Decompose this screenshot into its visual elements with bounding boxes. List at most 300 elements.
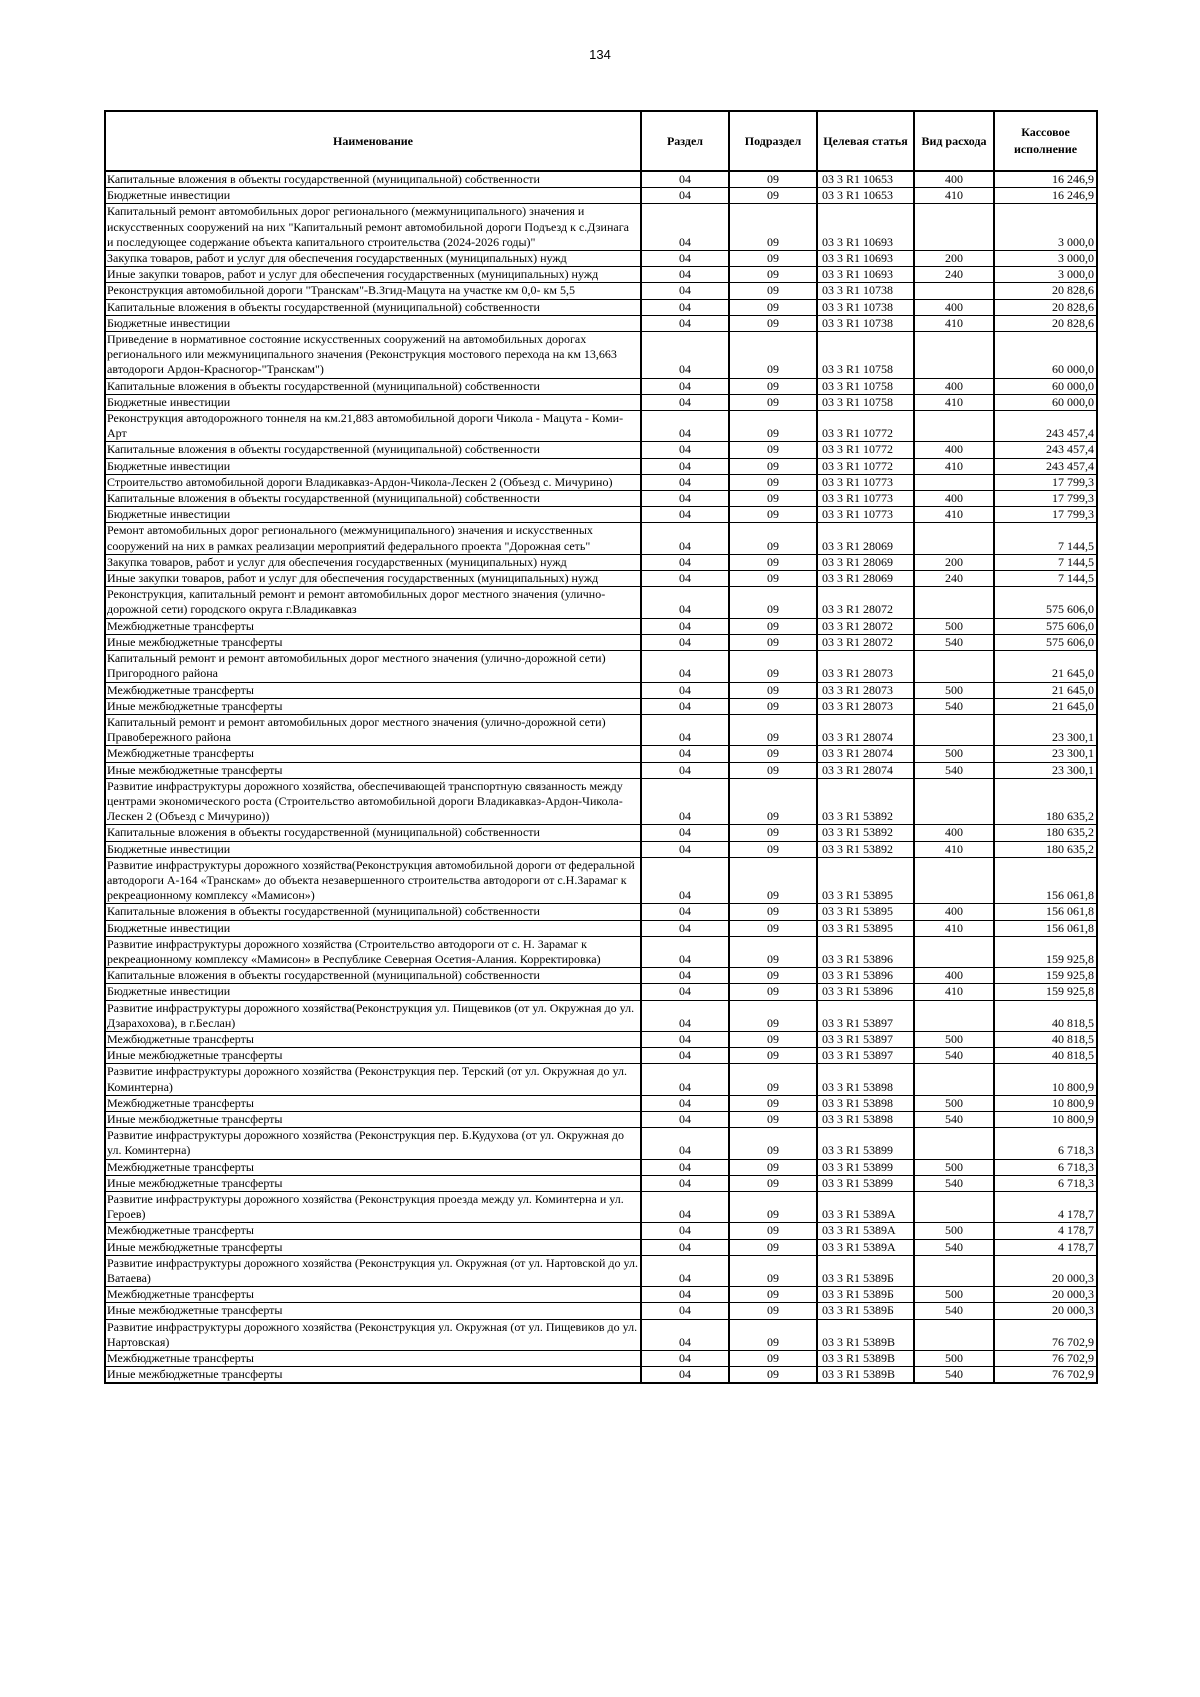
row-amount-cell: 156 061,8	[994, 904, 1097, 920]
row-subsection-cell: 09	[729, 571, 817, 587]
row-amount-cell: 23 300,1	[994, 762, 1097, 778]
row-section-cell: 04	[641, 920, 729, 936]
row-section-cell: 04	[641, 1239, 729, 1255]
row-name-cell: Капитальный ремонт и ремонт автомобильных дорог местного значения (улично-дорожной сети) Правобережного района	[105, 714, 641, 745]
row-section-cell: 04	[641, 571, 729, 587]
row-target-cell: 03 3 R1 10738	[817, 315, 914, 331]
row-target-cell: 03 3 R1 10653	[817, 171, 914, 188]
row-amount-cell: 60 000,0	[994, 394, 1097, 410]
row-section-cell: 04	[641, 651, 729, 682]
row-target-cell: 03 3 R1 10758	[817, 332, 914, 379]
table-row	[105, 682, 1097, 698]
row-subsection-cell: 09	[729, 825, 817, 841]
row-expense-type-cell: 540	[914, 1367, 994, 1384]
row-expense-type-cell: 400	[914, 171, 994, 188]
row-target-cell: 03 3 R1 53892	[817, 841, 914, 857]
row-section-cell: 04	[641, 634, 729, 650]
row-target-cell: 03 3 R1 5389А	[817, 1239, 914, 1255]
row-target-cell: 03 3 R1 53899	[817, 1159, 914, 1175]
row-name-cell: Иные межбюджетные трансферты	[105, 1175, 641, 1191]
row-expense-type-cell: 500	[914, 1223, 994, 1239]
table-row	[105, 1159, 1097, 1175]
row-expense-type-cell	[914, 778, 994, 825]
row-target-cell: 03 3 R1 53898	[817, 1095, 914, 1111]
row-target-cell: 03 3 R1 5389Б	[817, 1255, 914, 1286]
row-name-cell: Межбюджетные трансферты	[105, 1287, 641, 1303]
table-row	[105, 315, 1097, 331]
row-subsection-cell: 09	[729, 1303, 817, 1319]
row-expense-type-cell	[914, 332, 994, 379]
row-subsection-cell: 09	[729, 651, 817, 682]
row-target-cell: 03 3 R1 53897	[817, 1031, 914, 1047]
row-section-cell: 04	[641, 825, 729, 841]
row-expense-type-cell: 410	[914, 394, 994, 410]
row-section-cell: 04	[641, 936, 729, 967]
row-amount-cell: 180 635,2	[994, 825, 1097, 841]
row-expense-type-cell	[914, 651, 994, 682]
row-name-cell: Капитальные вложения в объекты государственной (муниципальной) собственности	[105, 378, 641, 394]
row-name-cell: Развитие инфраструктуры дорожного хозяйства, обеспечивающей транспортную связанность между центрами экономического роста (Строительство автомобильной дороги Владикавказ-Ардон-Чикола-Лескен 2 (Объезд с Мичурино))	[105, 778, 641, 825]
row-subsection-cell: 09	[729, 332, 817, 379]
row-amount-cell: 3 000,0	[994, 204, 1097, 251]
row-amount-cell: 40 818,5	[994, 1031, 1097, 1047]
row-name-cell: Развитие инфраструктуры дорожного хозяйства (Реконструкция пер. Терский (от ул. Окружная до ул. Коминтерна)	[105, 1064, 641, 1095]
row-subsection-cell: 09	[729, 841, 817, 857]
row-section-cell: 04	[641, 841, 729, 857]
row-name-cell: Капитальные вложения в объекты государственной (муниципальной) собственности	[105, 904, 641, 920]
row-section-cell: 04	[641, 746, 729, 762]
row-section-cell: 04	[641, 1128, 729, 1159]
row-section-cell: 04	[641, 1303, 729, 1319]
row-subsection-cell: 09	[729, 1351, 817, 1367]
row-expense-type-cell: 400	[914, 299, 994, 315]
row-section-cell: 04	[641, 474, 729, 490]
table-row	[105, 491, 1097, 507]
row-section-cell: 04	[641, 1111, 729, 1127]
table-row	[105, 904, 1097, 920]
table-row	[105, 188, 1097, 204]
header-name: Наименование	[105, 111, 641, 171]
row-amount-cell: 76 702,9	[994, 1351, 1097, 1367]
row-subsection-cell: 09	[729, 746, 817, 762]
row-amount-cell: 3 000,0	[994, 267, 1097, 283]
row-expense-type-cell: 410	[914, 920, 994, 936]
row-name-cell: Приведение в нормативное состояние искусственных сооружений на автомобильных дорогах регионального или межмуниципального значения (Реконструкция мостового перехода на км 13,663 автодороги Ардон-Красногор-"Транскам")	[105, 332, 641, 379]
row-subsection-cell: 09	[729, 857, 817, 904]
row-expense-type-cell: 540	[914, 762, 994, 778]
row-name-cell: Иные межбюджетные трансферты	[105, 634, 641, 650]
row-name-cell: Реконструкция автомобильной дороги "Транскам"-В.Згид-Мацута на участке км 0,0- км 5,5	[105, 283, 641, 299]
row-amount-cell: 23 300,1	[994, 714, 1097, 745]
table-row	[105, 1064, 1097, 1095]
table-row	[105, 411, 1097, 442]
row-name-cell: Развитие инфраструктуры дорожного хозяйства (Строительство автодороги от с. Н. Зарамаг к рекреационному комплексу «Мамисон» в Республике Северная Осетия-Алания. Корректировка)	[105, 936, 641, 967]
row-expense-type-cell	[914, 857, 994, 904]
row-target-cell: 03 3 R1 53892	[817, 778, 914, 825]
row-subsection-cell: 09	[729, 1319, 817, 1350]
row-amount-cell: 76 702,9	[994, 1319, 1097, 1350]
table-row	[105, 332, 1097, 379]
row-amount-cell: 156 061,8	[994, 920, 1097, 936]
row-expense-type-cell: 200	[914, 554, 994, 570]
row-expense-type-cell: 410	[914, 841, 994, 857]
row-expense-type-cell: 540	[914, 1303, 994, 1319]
row-expense-type-cell: 540	[914, 1111, 994, 1127]
row-expense-type-cell: 410	[914, 984, 994, 1000]
row-name-cell: Развитие инфраструктуры дорожного хозяйства (Реконструкция ул. Окружная (от ул. Нартовской до ул. Ватаева)	[105, 1255, 641, 1286]
row-subsection-cell: 09	[729, 267, 817, 283]
row-subsection-cell: 09	[729, 762, 817, 778]
row-section-cell: 04	[641, 171, 729, 188]
row-target-cell: 03 3 R1 28069	[817, 571, 914, 587]
row-subsection-cell: 09	[729, 299, 817, 315]
table-row	[105, 299, 1097, 315]
row-target-cell: 03 3 R1 10738	[817, 283, 914, 299]
table-row	[105, 920, 1097, 936]
row-target-cell: 03 3 R1 28072	[817, 587, 914, 618]
row-target-cell: 03 3 R1 28073	[817, 651, 914, 682]
row-subsection-cell: 09	[729, 523, 817, 554]
row-amount-cell: 159 925,8	[994, 936, 1097, 967]
table-row	[105, 1351, 1097, 1367]
row-subsection-cell: 09	[729, 1064, 817, 1095]
row-name-cell: Капитальные вложения в объекты государственной (муниципальной) собственности	[105, 825, 641, 841]
row-name-cell: Бюджетные инвестиции	[105, 188, 641, 204]
table-row	[105, 171, 1097, 188]
row-expense-type-cell	[914, 523, 994, 554]
row-name-cell: Бюджетные инвестиции	[105, 920, 641, 936]
row-amount-cell: 16 246,9	[994, 188, 1097, 204]
row-section-cell: 04	[641, 1000, 729, 1031]
table-row	[105, 714, 1097, 745]
table-row	[105, 841, 1097, 857]
row-expense-type-cell: 400	[914, 378, 994, 394]
row-target-cell: 03 3 R1 28069	[817, 523, 914, 554]
table-row	[105, 474, 1097, 490]
row-amount-cell: 17 799,3	[994, 474, 1097, 490]
row-amount-cell: 20 828,6	[994, 299, 1097, 315]
row-section-cell: 04	[641, 1031, 729, 1047]
row-subsection-cell: 09	[729, 188, 817, 204]
row-expense-type-cell: 400	[914, 442, 994, 458]
table-row	[105, 394, 1097, 410]
table-row	[105, 1367, 1097, 1384]
row-target-cell: 03 3 R1 5389В	[817, 1319, 914, 1350]
row-section-cell: 04	[641, 984, 729, 1000]
row-subsection-cell: 09	[729, 618, 817, 634]
row-subsection-cell: 09	[729, 587, 817, 618]
table-row	[105, 1192, 1097, 1223]
row-target-cell: 03 3 R1 53892	[817, 825, 914, 841]
row-subsection-cell: 09	[729, 507, 817, 523]
row-amount-cell: 20 000,3	[994, 1303, 1097, 1319]
row-section-cell: 04	[641, 188, 729, 204]
row-target-cell: 03 3 R1 10693	[817, 267, 914, 283]
row-subsection-cell: 09	[729, 984, 817, 1000]
row-amount-cell: 21 645,0	[994, 682, 1097, 698]
row-subsection-cell: 09	[729, 1048, 817, 1064]
row-amount-cell: 3 000,0	[994, 251, 1097, 267]
row-subsection-cell: 09	[729, 411, 817, 442]
row-amount-cell: 20 828,6	[994, 315, 1097, 331]
row-target-cell: 03 3 R1 5389В	[817, 1351, 914, 1367]
row-amount-cell: 10 800,9	[994, 1095, 1097, 1111]
row-target-cell: 03 3 R1 53899	[817, 1128, 914, 1159]
header-target-article: Целевая статья	[817, 111, 914, 171]
row-expense-type-cell	[914, 1128, 994, 1159]
row-subsection-cell: 09	[729, 1111, 817, 1127]
row-amount-cell: 575 606,0	[994, 587, 1097, 618]
row-name-cell: Межбюджетные трансферты	[105, 746, 641, 762]
row-name-cell: Иные межбюджетные трансферты	[105, 1048, 641, 1064]
table-row	[105, 778, 1097, 825]
row-name-cell: Реконструкция автодорожного тоннеля на км.21,883 автомобильной дороги Чикола - Мацута - Коми-Арт	[105, 411, 641, 442]
table-row	[105, 618, 1097, 634]
header-expense-type: Вид расхода	[914, 111, 994, 171]
row-name-cell: Бюджетные инвестиции	[105, 315, 641, 331]
row-amount-cell: 6 718,3	[994, 1159, 1097, 1175]
row-subsection-cell: 09	[729, 251, 817, 267]
row-expense-type-cell	[914, 1064, 994, 1095]
table-row	[105, 1319, 1097, 1350]
row-subsection-cell: 09	[729, 778, 817, 825]
row-expense-type-cell: 400	[914, 904, 994, 920]
row-name-cell: Закупка товаров, работ и услуг для обеспечения государственных (муниципальных) нужд	[105, 554, 641, 570]
row-amount-cell: 76 702,9	[994, 1367, 1097, 1384]
row-target-cell: 03 3 R1 53899	[817, 1175, 914, 1191]
row-target-cell: 03 3 R1 10773	[817, 507, 914, 523]
table-header-row	[105, 111, 1097, 171]
row-subsection-cell: 09	[729, 698, 817, 714]
row-target-cell: 03 3 R1 10693	[817, 251, 914, 267]
row-section-cell: 04	[641, 778, 729, 825]
page-number: 134	[589, 47, 611, 62]
row-expense-type-cell	[914, 283, 994, 299]
table-row	[105, 507, 1097, 523]
row-expense-type-cell	[914, 1192, 994, 1223]
row-subsection-cell: 09	[729, 682, 817, 698]
row-name-cell: Иные межбюджетные трансферты	[105, 762, 641, 778]
row-expense-type-cell: 500	[914, 682, 994, 698]
row-amount-cell: 180 635,2	[994, 778, 1097, 825]
table-row	[105, 1175, 1097, 1191]
row-subsection-cell: 09	[729, 634, 817, 650]
row-section-cell: 04	[641, 458, 729, 474]
row-amount-cell: 21 645,0	[994, 651, 1097, 682]
row-target-cell: 03 3 R1 5389Б	[817, 1287, 914, 1303]
row-section-cell: 04	[641, 618, 729, 634]
row-target-cell: 03 3 R1 28073	[817, 682, 914, 698]
row-name-cell: Межбюджетные трансферты	[105, 1095, 641, 1111]
row-target-cell: 03 3 R1 28074	[817, 714, 914, 745]
header-subsection: Подраздел	[729, 111, 817, 171]
row-subsection-cell: 09	[729, 1095, 817, 1111]
row-amount-cell: 40 818,5	[994, 1000, 1097, 1031]
row-subsection-cell: 09	[729, 936, 817, 967]
row-target-cell: 03 3 R1 53897	[817, 1048, 914, 1064]
row-target-cell: 03 3 R1 10758	[817, 378, 914, 394]
row-section-cell: 04	[641, 332, 729, 379]
row-amount-cell: 20 000,3	[994, 1255, 1097, 1286]
row-target-cell: 03 3 R1 10693	[817, 204, 914, 251]
row-amount-cell: 180 635,2	[994, 841, 1097, 857]
row-target-cell: 03 3 R1 28074	[817, 746, 914, 762]
row-section-cell: 04	[641, 491, 729, 507]
row-section-cell: 04	[641, 1351, 729, 1367]
row-expense-type-cell: 400	[914, 491, 994, 507]
row-subsection-cell: 09	[729, 1175, 817, 1191]
row-target-cell: 03 3 R1 28072	[817, 634, 914, 650]
row-name-cell: Развитие инфраструктуры дорожного хозяйства(Реконструкция автомобильной дороги от федеральной автодороги А-164 «Транскам» до объекта незавершенного строительства автодороги от с.Н.Зарамаг к рекреационному комплексу «Мамисон»)	[105, 857, 641, 904]
row-name-cell: Межбюджетные трансферты	[105, 682, 641, 698]
row-section-cell: 04	[641, 682, 729, 698]
row-target-cell: 03 3 R1 10653	[817, 188, 914, 204]
row-expense-type-cell	[914, 714, 994, 745]
row-section-cell: 04	[641, 251, 729, 267]
row-expense-type-cell: 500	[914, 1287, 994, 1303]
table-row	[105, 1000, 1097, 1031]
row-target-cell: 03 3 R1 53897	[817, 1000, 914, 1031]
header-cash-execution: Кассовое исполнение	[994, 111, 1097, 171]
row-subsection-cell: 09	[729, 554, 817, 570]
row-subsection-cell: 09	[729, 1159, 817, 1175]
row-name-cell: Строительство автомобильной дороги Владикавказ-Ардон-Чикола-Лескен 2 (Объезд с. Мичурино)	[105, 474, 641, 490]
row-target-cell: 03 3 R1 5389Б	[817, 1303, 914, 1319]
row-section-cell: 04	[641, 442, 729, 458]
row-name-cell: Развитие инфраструктуры дорожного хозяйства(Реконструкция ул. Пищевиков (от ул. Окружная до ул. Дзарахохова), в г.Беслан)	[105, 1000, 641, 1031]
row-section-cell: 04	[641, 507, 729, 523]
table-body	[105, 171, 1097, 1383]
table-row	[105, 634, 1097, 650]
row-subsection-cell: 09	[729, 1192, 817, 1223]
row-amount-cell: 20 000,3	[994, 1287, 1097, 1303]
table-row	[105, 651, 1097, 682]
table-row	[105, 267, 1097, 283]
row-section-cell: 04	[641, 554, 729, 570]
row-amount-cell: 7 144,5	[994, 571, 1097, 587]
row-amount-cell: 16 246,9	[994, 171, 1097, 188]
row-subsection-cell: 09	[729, 283, 817, 299]
row-section-cell: 04	[641, 1319, 729, 1350]
row-name-cell: Капитальные вложения в объекты государственной (муниципальной) собственности	[105, 491, 641, 507]
table-row	[105, 698, 1097, 714]
table-row	[105, 1287, 1097, 1303]
row-amount-cell: 7 144,5	[994, 554, 1097, 570]
row-amount-cell: 243 457,4	[994, 458, 1097, 474]
row-target-cell: 03 3 R1 53896	[817, 968, 914, 984]
row-section-cell: 04	[641, 857, 729, 904]
row-section-cell: 04	[641, 1255, 729, 1286]
row-subsection-cell: 09	[729, 491, 817, 507]
row-target-cell: 03 3 R1 53895	[817, 920, 914, 936]
row-section-cell: 04	[641, 267, 729, 283]
row-name-cell: Иные межбюджетные трансферты	[105, 1367, 641, 1384]
table-row	[105, 458, 1097, 474]
table-row	[105, 1239, 1097, 1255]
table-row	[105, 968, 1097, 984]
table-row	[105, 251, 1097, 267]
row-amount-cell: 10 800,9	[994, 1111, 1097, 1127]
row-section-cell: 04	[641, 904, 729, 920]
row-expense-type-cell: 410	[914, 315, 994, 331]
row-section-cell: 04	[641, 587, 729, 618]
row-name-cell: Межбюджетные трансферты	[105, 1159, 641, 1175]
row-name-cell: Капитальный ремонт автомобильных дорог регионального (межмуниципального) значения и искусственных сооружений на них "Капитальный ремонт автомобильной дороги Подъезд к с.Дзинага и последующее содержание объекта капитального строительства (2024-2026 годы)"	[105, 204, 641, 251]
row-amount-cell: 60 000,0	[994, 378, 1097, 394]
row-section-cell: 04	[641, 411, 729, 442]
header-section: Раздел	[641, 111, 729, 171]
row-target-cell: 03 3 R1 53896	[817, 936, 914, 967]
row-section-cell: 04	[641, 523, 729, 554]
row-expense-type-cell: 540	[914, 1239, 994, 1255]
row-amount-cell: 575 606,0	[994, 634, 1097, 650]
row-amount-cell: 4 178,7	[994, 1223, 1097, 1239]
row-subsection-cell: 09	[729, 442, 817, 458]
row-section-cell: 04	[641, 1223, 729, 1239]
row-section-cell: 04	[641, 1095, 729, 1111]
row-name-cell: Бюджетные инвестиции	[105, 984, 641, 1000]
row-section-cell: 04	[641, 1175, 729, 1191]
row-subsection-cell: 09	[729, 474, 817, 490]
row-amount-cell: 17 799,3	[994, 491, 1097, 507]
row-amount-cell: 6 718,3	[994, 1175, 1097, 1191]
row-name-cell: Межбюджетные трансферты	[105, 1031, 641, 1047]
row-section-cell: 04	[641, 204, 729, 251]
row-subsection-cell: 09	[729, 904, 817, 920]
row-expense-type-cell: 400	[914, 825, 994, 841]
table-row	[105, 857, 1097, 904]
row-expense-type-cell	[914, 587, 994, 618]
row-name-cell: Бюджетные инвестиции	[105, 394, 641, 410]
row-amount-cell: 10 800,9	[994, 1064, 1097, 1095]
row-name-cell: Иные межбюджетные трансферты	[105, 1239, 641, 1255]
row-name-cell: Иные межбюджетные трансферты	[105, 1111, 641, 1127]
table-row	[105, 746, 1097, 762]
row-name-cell: Межбюджетные трансферты	[105, 1223, 641, 1239]
row-section-cell: 04	[641, 714, 729, 745]
row-name-cell: Капитальный ремонт и ремонт автомобильных дорог местного значения (улично-дорожной сети) Пригородного района	[105, 651, 641, 682]
row-amount-cell: 7 144,5	[994, 523, 1097, 554]
row-name-cell: Бюджетные инвестиции	[105, 507, 641, 523]
budget-execution-table	[104, 110, 1098, 1384]
row-subsection-cell: 09	[729, 204, 817, 251]
row-name-cell: Развитие инфраструктуры дорожного хозяйства (Реконструкция пер. Б.Кудухова (от ул. Окружная до ул. Коминтерна)	[105, 1128, 641, 1159]
row-section-cell: 04	[641, 1064, 729, 1095]
row-target-cell: 03 3 R1 10758	[817, 394, 914, 410]
row-expense-type-cell	[914, 1000, 994, 1031]
row-name-cell: Реконструкция, капитальный ремонт и ремонт автомобильных дорог местного значения (улично-дорожной сети) городского округа г.Владикавказ	[105, 587, 641, 618]
row-subsection-cell: 09	[729, 1128, 817, 1159]
row-subsection-cell: 09	[729, 1031, 817, 1047]
row-section-cell: 04	[641, 1192, 729, 1223]
row-expense-type-cell: 410	[914, 188, 994, 204]
table-row	[105, 1111, 1097, 1127]
row-expense-type-cell: 500	[914, 1031, 994, 1047]
row-subsection-cell: 09	[729, 1000, 817, 1031]
table-row	[105, 378, 1097, 394]
row-amount-cell: 20 828,6	[994, 283, 1097, 299]
table-row	[105, 936, 1097, 967]
row-subsection-cell: 09	[729, 1287, 817, 1303]
row-target-cell: 03 3 R1 53895	[817, 857, 914, 904]
row-name-cell: Бюджетные инвестиции	[105, 841, 641, 857]
row-target-cell: 03 3 R1 28069	[817, 554, 914, 570]
row-section-cell: 04	[641, 1367, 729, 1384]
row-amount-cell: 4 178,7	[994, 1239, 1097, 1255]
row-amount-cell: 40 818,5	[994, 1048, 1097, 1064]
table-row	[105, 1031, 1097, 1047]
row-amount-cell: 159 925,8	[994, 968, 1097, 984]
